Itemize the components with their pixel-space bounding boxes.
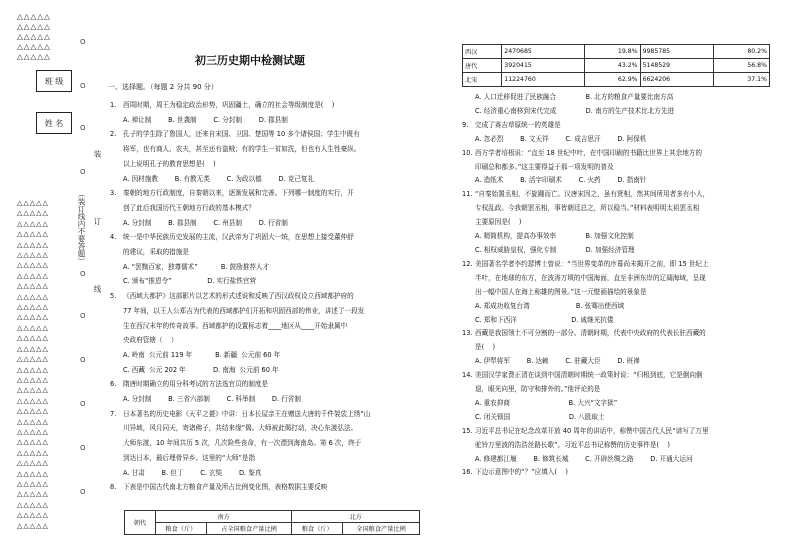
question-text: 完成了赛吉草原统一的英雄是	[475, 120, 561, 129]
question-text: A. “罢黜百家，独尊儒术” B. 鼓励推荐人才	[123, 262, 270, 271]
question-number	[110, 466, 123, 481]
binding-circle: O	[80, 488, 86, 496]
table-row	[463, 45, 770, 59]
question-text: 隋唐时期确立的用分科考试的方法选官员的制度是	[123, 380, 269, 389]
question-line	[110, 377, 450, 392]
binding-line-label: 装订线	[93, 150, 102, 353]
question-number	[462, 341, 475, 355]
question-number	[110, 142, 123, 157]
question-text: 以上说明孔子的教育思想是( )	[123, 159, 216, 168]
question-continuation	[462, 453, 787, 467]
question-continuation	[110, 201, 450, 216]
triangle-pattern-top: △△△△△ △△△△△ △△△△△ △△△△△ △△△△△	[17, 12, 51, 61]
question-text: C. 郑和下西洋 D. 戚继光抗倭	[475, 315, 614, 324]
question-text: 下表是中国古代南北方粮食产量及所占比例变化图，表格数据主要反映	[123, 483, 328, 492]
question-line	[462, 327, 787, 341]
question-number	[462, 133, 475, 147]
question-continuation	[462, 355, 787, 369]
question-number	[462, 244, 475, 258]
question-continuation	[462, 300, 787, 314]
question-text: 将军，也有商人、农夫，甚至还有盗贼；有的学生一贫如洗，但也有人生性豪纵。	[123, 145, 361, 154]
question-number: 9.	[462, 120, 469, 129]
table-row	[463, 73, 770, 87]
question-text: 是( )	[475, 343, 496, 352]
question-continuation	[462, 91, 787, 105]
question-continuation	[110, 333, 450, 348]
binding-circle: O	[80, 312, 86, 320]
question-text: A. 造纸术 B. 活字印刷术 C. 火药 D. 指南针	[475, 176, 647, 185]
question-text: 川异域，风月同天，寄诸佛子，共结来缘”偈。大师被此偈打动，决心东渡弘法。	[123, 424, 358, 433]
question-number	[462, 105, 475, 119]
question-text: C. 相权威胁皇权，强化专制 D. 加强经济管理	[475, 245, 635, 254]
question-text: A. 甘肃 B. 但丁 C. 玄奘 D. 鉴真	[123, 468, 262, 477]
question-continuation	[462, 314, 787, 328]
question-text: A. 禅让制 B. 世袭制 C. 分封制 D. 郡县制	[123, 115, 288, 124]
col-grain-north: 粮食（斤）	[292, 523, 343, 535]
question-continuation	[110, 245, 450, 260]
question-number: 6.	[110, 380, 117, 389]
question-text: C. 闭关锁国 D. 八股取士	[475, 412, 605, 421]
question-text: 西周时期，周王为稳定政治形势，巩固疆土，确立的社会等级制度是( )	[123, 101, 335, 109]
question-line	[110, 98, 450, 113]
binding-circle: O	[80, 82, 86, 90]
question-text: 77 年间，以王人公郑吉为代表的西域都护们开拓和巩固西部的伟业，讲述了一段发	[123, 306, 365, 315]
question-text: 主要原因是( )	[475, 218, 522, 227]
section-heading: 一、选择题。（每题 2 分共 90 分）	[108, 83, 218, 91]
question-continuation	[462, 216, 787, 230]
question-text: 西藏是我国领土不可分割的一部分。清朝时期，代表中央政府的代表长驻西藏的	[475, 329, 706, 338]
question-number	[110, 363, 123, 378]
question-text: 创了此后我国历代王朝地方行政的基本模式？	[123, 203, 255, 212]
question-number	[462, 272, 475, 286]
question-text: 退，眼光向里，防守和排外的。”他评论的是	[475, 385, 601, 394]
question-continuation	[462, 133, 787, 147]
question-line	[110, 480, 450, 495]
col-south: 南方	[156, 511, 292, 523]
question-continuation	[462, 202, 787, 216]
triangle-pattern-bottom: △△△△△ △△△△△ △△△△△ △△△△△ △△△△△ △△△△△ △△△△△ △△△△△ △△△△△ △△△△△ △△△△△ △△△△△ △△△△△ △△△△△ △△△△△ △△△△△ △△△△△ △△△△△ △△△△△ △△△△△ △△△△△ △△△△△ △△△△△ △△△△△ △△△△△ △△△△△ △△△△△ △△△△△ △△△△△ △△△△△ △△△△△ △△△△△	[17, 199, 49, 530]
question-continuation	[462, 411, 787, 425]
question-continuation	[462, 341, 787, 355]
question-text: 《西域大都护》这部影片以艺术的形式述说和反映了西汉政权设立西域都护府的	[123, 292, 354, 301]
question-number	[110, 157, 123, 172]
question-text: 日本著名的历史电影《天平之甍》中讲：日本长屋亲王在赠送大唐的千件袈裟上绣“山	[123, 409, 371, 418]
table-cell: 唐代	[463, 59, 502, 73]
question-text: A. 忽必烈 B. 文天祥 C. 成吉思汗 D. 阿保机	[475, 134, 647, 143]
question-number: 4.	[110, 233, 117, 242]
table-cell: 80.2%	[714, 45, 770, 59]
question-continuation	[462, 397, 787, 411]
question-column-right	[462, 91, 787, 480]
question-line	[110, 289, 450, 304]
question-text: 下边示意图中的“？”应填入( )	[475, 468, 568, 477]
question-text: A. 重农抑商 B. 大兴“文字狱”	[475, 398, 618, 407]
table-cell: 37.1%	[714, 73, 770, 87]
question-number: 5.	[110, 292, 117, 301]
question-line	[462, 119, 787, 133]
table-cell: 5148529	[640, 59, 714, 73]
question-continuation	[110, 466, 450, 481]
table-cell: 11224760	[502, 73, 585, 87]
question-text: 到达日本，最后埋骨异乡。这里的“大师”是指	[123, 453, 256, 462]
question-number: 14.	[462, 371, 473, 380]
col-period: 朝代	[125, 511, 156, 535]
question-line	[110, 407, 450, 422]
question-continuation	[462, 105, 787, 119]
question-text: 美国著名学者李约瑟博士曾说：“当世界变革的序幕尚未揭开之前，即 15 世纪上	[475, 259, 709, 268]
question-number: 13.	[462, 329, 473, 338]
table-row	[463, 59, 770, 73]
col-grain-south: 粮食（斤）	[156, 523, 207, 535]
question-continuation	[462, 272, 787, 286]
question-text: A. 分封制 B. 郡县制 C. 州县制 D. 行省制	[123, 218, 288, 227]
col-share-north: 全国粮食产量比例	[343, 523, 420, 535]
question-continuation	[462, 383, 787, 397]
question-number: 2.	[110, 130, 117, 139]
question-number	[462, 453, 475, 467]
grain-table-header	[124, 510, 420, 535]
question-number	[110, 201, 123, 216]
question-continuation	[110, 304, 450, 319]
table-cell: 2470685	[502, 45, 585, 59]
question-text: 习近平总书记在纪念改革开放 40 周年的讲话中，称赞中国古代人民“谱写了万里	[475, 426, 709, 435]
question-text: 半叶，在地球的东方，在波涛万顷的中国海面，直至非洲东岸的辽阔海域，呈现	[475, 273, 706, 282]
question-continuation	[110, 348, 450, 363]
question-number	[110, 319, 123, 334]
question-number	[110, 421, 123, 436]
question-number	[462, 300, 475, 314]
question-text: 大师东渡，10 年间共历 5 次，几次险些丧命，有一次漂到海南岛。第 6 次，终于	[123, 439, 362, 448]
table-cell: 62.9%	[584, 73, 640, 87]
binding-circle: O	[80, 356, 86, 364]
question-text: 美国汉学家费正清在谈到中国清朝时期统一政策时说：“归根到底，它是倒向倒	[475, 371, 703, 380]
question-number	[462, 397, 475, 411]
question-number	[110, 260, 123, 275]
question-text: 驼铃万里波的浩浩丝路长歌”。习近平总书记称赞的历史事件是( )	[475, 440, 670, 449]
question-number	[462, 383, 475, 397]
question-text: 孔子的学生除了鲁国人，还来自宋国、卫国、楚国等 10 多个诸侯国；学生中既有	[123, 130, 360, 139]
binding-circle: O	[80, 400, 86, 408]
question-number: 12.	[462, 259, 473, 268]
question-text: A. 修建都江堰 B. 修筑长城 C. 开辟丝绸之路 D. 开通大运河	[475, 454, 693, 463]
question-column-left	[110, 98, 450, 495]
question-number	[462, 202, 475, 216]
question-text: 秦朝的地方行政制度，自秦朝以来，逐渐发展和完善。下列哪一制度的实行，开	[123, 189, 354, 198]
question-number	[110, 245, 123, 260]
question-continuation	[110, 274, 450, 289]
question-number	[462, 411, 475, 425]
question-number: 10.	[462, 148, 473, 157]
question-text: 的建议，采取的措施是	[123, 248, 189, 257]
question-number: 3.	[110, 189, 117, 198]
question-number	[110, 451, 123, 466]
question-continuation	[110, 421, 450, 436]
question-number: 1.	[110, 101, 117, 109]
question-continuation	[110, 319, 450, 334]
question-number	[462, 355, 475, 369]
table-cell: 6624206	[640, 73, 714, 87]
question-line	[110, 186, 450, 201]
grain-table-data	[462, 44, 770, 87]
question-continuation	[110, 436, 450, 451]
question-number	[110, 348, 123, 363]
question-text: A. 精简机构，提高办事效率 B. 加强文化控制	[475, 232, 634, 241]
question-number	[110, 274, 123, 289]
binding-circle: O	[80, 270, 86, 278]
question-line	[462, 466, 787, 480]
question-number: 8.	[110, 483, 117, 492]
col-north: 北方	[292, 511, 420, 523]
question-continuation	[110, 260, 450, 275]
question-text: C. 西藏 公元 202 年 D. 南海 公元前 60 年	[123, 365, 279, 374]
question-text: A. 人口迁移促进了民族融合 B. 北方的粮食产量要比南方高	[475, 93, 674, 101]
col-share-south: 占全国粮食产量比例	[206, 523, 292, 535]
question-number	[110, 113, 123, 128]
question-line	[462, 258, 787, 272]
question-number	[462, 286, 475, 300]
exam-title: 初三历史期中检测试题	[195, 54, 305, 67]
class-field[interactable]: 班 级	[36, 70, 72, 92]
binding-circle: O	[80, 168, 86, 176]
question-number	[110, 333, 123, 348]
question-number: 16.	[462, 468, 473, 477]
question-number	[462, 161, 475, 175]
question-continuation	[110, 172, 450, 187]
table-cell: 3920415	[502, 59, 585, 73]
question-number	[110, 304, 123, 319]
binding-note: （装订线内不要答题）	[77, 190, 86, 265]
question-number: 7.	[110, 409, 117, 418]
question-text: A. 伊犁将军 B. 达赖 C. 驻藏大臣 D. 班禅	[475, 357, 640, 366]
question-text: “自秦始置丞相，不旋踵而亡。汉唐宋因之，虽有贤相，然其间所用者多有小人，	[475, 190, 710, 199]
question-continuation	[462, 230, 787, 244]
table-cell: 9985785	[640, 45, 714, 59]
question-continuation	[462, 439, 787, 453]
question-continuation	[110, 363, 450, 378]
question-continuation	[110, 216, 450, 231]
question-text: A. 因材施教 B. 有教无类 C. 为政以德 D. 克己复礼	[123, 174, 315, 183]
binding-circle: O	[80, 38, 86, 46]
question-line	[462, 369, 787, 383]
question-number	[462, 314, 475, 328]
question-number	[462, 230, 475, 244]
table-cell: 西汉	[463, 45, 502, 59]
question-line	[462, 147, 787, 161]
question-line	[462, 425, 787, 439]
question-text: 央政府管辖（ ）	[123, 336, 178, 345]
question-number: 11.	[462, 190, 473, 199]
question-number	[110, 392, 123, 407]
name-field[interactable]: 姓 名	[36, 112, 72, 134]
question-number	[110, 216, 123, 231]
question-number	[462, 91, 475, 105]
question-continuation	[462, 161, 787, 175]
question-number	[462, 439, 475, 453]
question-text: A. 分封制 B. 三省六部制 C. 科举制 D. 行省制	[123, 395, 301, 404]
question-text: A. 郑成功收复台湾 B. 张骞出使西域	[475, 301, 625, 310]
table-cell: 19.8%	[584, 45, 640, 59]
question-text: A. 岭南 公元前 119 年 B. 新疆 公元前 60 年	[123, 350, 281, 359]
question-continuation	[462, 244, 787, 258]
question-continuation	[110, 157, 450, 172]
question-number	[110, 436, 123, 451]
question-text: 统一是中华民族历史发展的主流，汉武帝为了巩固大一统，在思想上接受董仲舒	[123, 233, 354, 242]
question-number	[462, 174, 475, 188]
question-text: C. 颁布“推恩令” D. 实行盐铁官营	[123, 277, 257, 286]
question-line	[110, 127, 450, 142]
question-text: 生在西汉末年的传奇故事。西域都护的设置标志着____地区从____开始隶属中	[123, 321, 348, 330]
table-cell: 56.8%	[714, 59, 770, 73]
question-text: 出一幅中国人在海上称雄的图景。”这一元壁画描绘的景象是	[475, 287, 647, 296]
question-number	[110, 172, 123, 187]
table-cell: 北宋	[463, 73, 502, 87]
question-text: 印刷总和都多。”这主要得益于那一项发明的普及	[475, 162, 614, 171]
question-line	[462, 188, 787, 202]
question-text: 专权乱政。今我朝罢丞相，事皆朝廷总之，所以稳当。”材料表明明太祖罢丞相	[475, 204, 700, 213]
question-number	[462, 216, 475, 230]
question-line	[110, 230, 450, 245]
question-continuation	[110, 392, 450, 407]
question-continuation	[110, 451, 450, 466]
question-number: 15.	[462, 426, 473, 435]
question-continuation	[110, 113, 450, 128]
question-continuation	[462, 286, 787, 300]
question-continuation	[110, 142, 450, 157]
question-text: C. 经济重心南移到宋代完成 D. 南方的生产技术比北方先进	[475, 106, 675, 115]
question-continuation	[462, 174, 787, 188]
binding-circle: O	[80, 124, 86, 132]
table-cell: 43.2%	[584, 59, 640, 73]
binding-circle: O	[80, 444, 86, 452]
question-text: 西方学者培根说：“直至 18 世纪中叶，在中国印刷的书籍比世界上其余地方的	[475, 148, 702, 157]
